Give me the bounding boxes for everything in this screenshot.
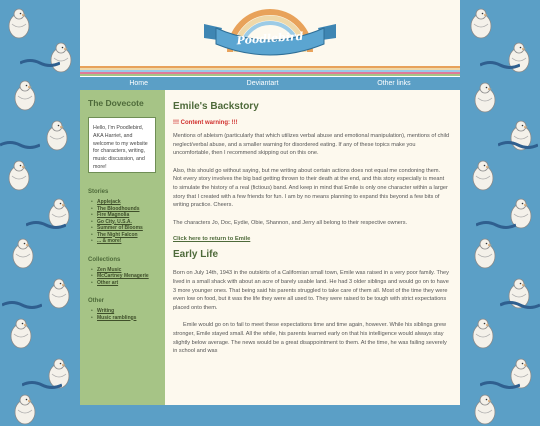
rainbow-stripes bbox=[80, 66, 460, 76]
section-title-early-life: Early Life bbox=[173, 249, 219, 261]
paragraph: Mentions of ableism (particularly that which utilizes verbal abuse and emotional manipulation), mentions of child neglect/verbal abuse, and a smaller warning for disordered eating. If any of these topics make you uncomfortable, then I recommend skipping out on this one. bbox=[173, 133, 450, 157]
paragraph: Born on July 14th, 1943 in the outskirts of a Californian small town, Emile was raised in a very poor family. They lived in a small shack with about an acre of barely usable land. He had 3 older siblings and would go on to have 3 more younger ones. That being said his parents struggled to take care of them all. Most of the time they were even low on food, but it was the life they were all used to. They were raised to be tough with strict expectations placed onto them. bbox=[173, 270, 449, 311]
story-link-applejack[interactable]: Applejack bbox=[97, 199, 121, 205]
list-item bbox=[97, 280, 165, 287]
dove-icon bbox=[4, 6, 34, 40]
collection-link-other-art[interactable]: Other art bbox=[97, 279, 119, 286]
dove-icon bbox=[468, 158, 498, 192]
ribbon-icon bbox=[22, 380, 62, 390]
other-link-music-ramblings[interactable]: Music ramblings bbox=[97, 314, 137, 321]
story-link-go-city[interactable]: Go City, U.S.A. bbox=[97, 218, 132, 225]
paragraph: The characters Jo, Doc, Eydie, Obie, Shannon, and Jerry all belong to their respective owners. bbox=[173, 219, 408, 226]
ribbon-icon bbox=[0, 140, 40, 150]
dove-icon bbox=[6, 316, 36, 350]
ribbon-icon bbox=[476, 220, 516, 230]
story-link-bloodhounds[interactable]: The Bloodhounds bbox=[97, 205, 140, 212]
dove-icon bbox=[466, 6, 496, 40]
stories-list bbox=[88, 199, 165, 245]
nav-home[interactable]: Home bbox=[129, 80, 148, 87]
paragraph: Also, this should go without saying, but me writing about certain actions does not equal me condoning them. Not every story involves the big bad getting thrown to their death at the end, and this story especially is meant to simulate the history of a real (fictious) band. And keep in mind that Emile is only one character within a larger story that I created with a few friends for fun. I am by no means planning to expand this beyond a few bits of writing practice. Cheers. bbox=[173, 167, 448, 209]
dove-icon bbox=[44, 276, 74, 310]
dove-icon bbox=[8, 236, 38, 270]
other-link-writing[interactable]: Writing bbox=[97, 308, 115, 314]
story-link-more[interactable]: ... & more! bbox=[97, 238, 122, 244]
site-header bbox=[80, 0, 460, 66]
ribbon-icon bbox=[26, 220, 66, 230]
ribbon-icon bbox=[480, 60, 520, 70]
nav-deviantart[interactable]: Deviantart bbox=[246, 80, 279, 87]
dove-icon bbox=[10, 392, 40, 426]
content-warning: !!! Content warning: !!! bbox=[173, 120, 238, 126]
ribbon-icon bbox=[20, 58, 60, 68]
dove-icon bbox=[470, 236, 500, 270]
dove-icon bbox=[10, 78, 40, 112]
dove-icon bbox=[42, 118, 72, 152]
sidebar bbox=[80, 90, 165, 405]
ribbon-icon bbox=[500, 300, 540, 310]
top-nav bbox=[80, 76, 460, 90]
intro-box: Hello, I'm Poodlebird, AKA Harriet, and welcome to my website for characters, writing, music discussion, and more! bbox=[88, 117, 156, 173]
story-link-night-falcon[interactable]: The Night Falcon bbox=[97, 231, 138, 238]
nav-other-links[interactable]: Other links bbox=[377, 80, 411, 87]
main-content bbox=[165, 90, 460, 405]
ribbon-icon bbox=[2, 300, 42, 310]
page-container bbox=[80, 0, 460, 405]
other-list bbox=[88, 308, 165, 321]
sidebar-title: The Dovecote bbox=[88, 98, 144, 108]
sidebar-heading-other: Other bbox=[88, 298, 105, 304]
dove-icon bbox=[468, 316, 498, 350]
paragraph: Emile would go on to fail to meet these expectations time and time again, however. While his siblings grew stronger, Emile stayed small. All the while, his parents learned early on that his intelligence would always stay slightly below average. The news would be a great disappointment to them. At the time, he was failing severely in school and was bbox=[173, 322, 447, 355]
collections-list bbox=[88, 267, 165, 287]
dove-icon bbox=[470, 80, 500, 114]
return-to-emile-link[interactable]: Click here to return to Emile bbox=[173, 236, 251, 243]
story-link-fire-magnolia[interactable]: Fire Magnolia bbox=[97, 212, 130, 218]
collection-link-mccartney-menagerie[interactable]: McCartney Menagerie bbox=[97, 273, 149, 279]
dove-icon bbox=[4, 158, 34, 192]
list-item bbox=[97, 315, 165, 322]
rainbow-ribbon-logo-icon[interactable] bbox=[200, 4, 340, 62]
list-item bbox=[97, 238, 165, 245]
dove-icon bbox=[46, 40, 76, 74]
dove-icon bbox=[470, 392, 500, 426]
ribbon-icon bbox=[498, 140, 538, 150]
sidebar-heading-stories: Stories bbox=[88, 189, 109, 195]
collection-link-zen-music[interactable]: Zen Music bbox=[97, 266, 122, 273]
logo-text: Poodlebird bbox=[236, 29, 304, 48]
story-link-summer-of-blooms[interactable]: Summer of Blooms bbox=[97, 225, 143, 231]
page-title: Emile's Backstory bbox=[173, 101, 259, 112]
sidebar-heading-collections: Collections bbox=[88, 256, 121, 263]
ribbon-icon bbox=[480, 380, 520, 390]
